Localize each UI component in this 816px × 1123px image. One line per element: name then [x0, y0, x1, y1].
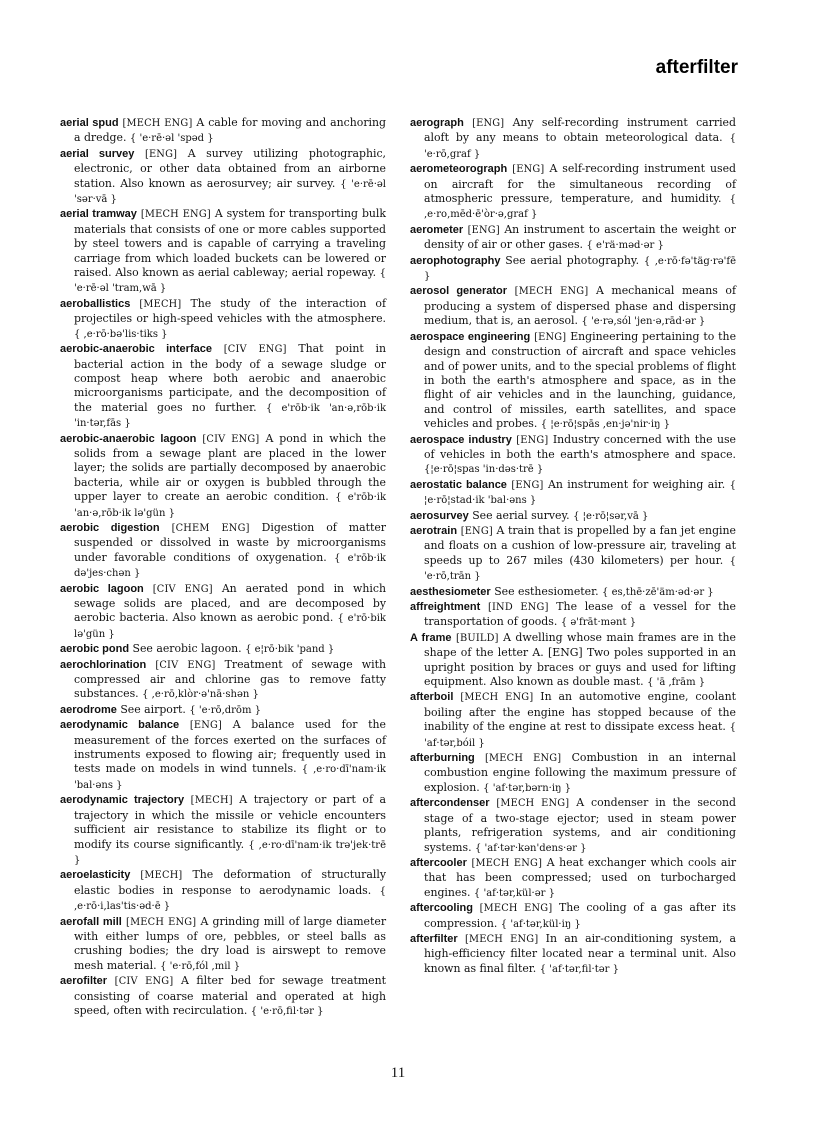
entry-definition: A filter bed for sewage treatment consisting of coarse material and operated at high speed, often with recirculation.	[74, 974, 386, 1017]
entry-pronunciation: { e'rōb·ik 'an·ə,rōb·ik 'in·tər,fās }	[74, 402, 387, 430]
entry-pronunciation: { 'af·tər,fil·tər }	[539, 963, 619, 975]
right-column	[410, 116, 736, 977]
entry-definition: See esthesiometer.	[494, 584, 599, 598]
entry-pronunciation: { e'rä·məd·ər }	[586, 240, 664, 252]
entry-term: aerial survey	[60, 147, 135, 160]
dictionary-entry	[410, 796, 736, 856]
entry-term: aerial tramway	[60, 208, 137, 221]
entry-definition: A heat exchanger which cools air that has been compressed; used on turbocharged engines.	[424, 855, 737, 899]
dictionary-entry	[410, 751, 736, 796]
dictionary-entry	[410, 585, 736, 600]
entry-pronunciation: { 'e·rō,fil·tər }	[250, 1005, 324, 1017]
dictionary-entry	[60, 116, 386, 147]
entry-term: aerobic lagoon	[60, 582, 144, 595]
dictionary-entry	[410, 433, 736, 478]
dictionary-entry	[410, 600, 736, 631]
entry-definition: The cooling of a gas after its compression.	[424, 901, 737, 930]
dictionary-entry	[60, 147, 386, 208]
dictionary-entry	[60, 658, 386, 703]
entry-pronunciation: { ,e·ro·dī'nam·ik trə'jek·trē }	[74, 839, 387, 866]
entry-definition: A self-recording instrument used on aircraft for the simultaneous recording of atmospheric pressure, temperature, and humidity.	[424, 162, 736, 206]
dictionary-entry	[410, 631, 736, 691]
entry-pronunciation: { ,e·ro·dī'nam·ik 'bal·əns }	[74, 764, 386, 791]
entry-field-label: [ENG]	[511, 479, 544, 491]
entry-field-label: [ENG]	[144, 148, 178, 160]
entry-pronunciation: { 'e·rō,drōm }	[189, 704, 261, 716]
entry-definition: A survey utilizing photographic, electronic, or other data obtained from an airborne station. Also known as aerosurvey; air survey.	[74, 146, 387, 190]
entry-pronunciation: { 'af·tər,bərn·iŋ }	[483, 782, 571, 794]
entry-term: aerobic digestion	[60, 521, 160, 534]
entry-definition: A cable for moving and anchoring a dredge.	[74, 116, 387, 145]
entry-term: aerostatic balance	[410, 478, 507, 491]
entry-field-label: [MECH ENG]	[496, 798, 570, 810]
entry-term: aerochlorination	[60, 658, 147, 671]
entry-term: aerofall mill	[60, 915, 122, 928]
entry-field-label: [MECH ENG]	[514, 286, 589, 298]
left-column	[60, 116, 386, 1019]
entry-definition: The lease of a vessel for the transportation of goods.	[424, 600, 736, 629]
dictionary-entry	[60, 207, 386, 296]
entry-field-label: [ENG]	[516, 434, 549, 446]
entry-field-label: [MECH ENG]	[126, 916, 197, 928]
dictionary-entry	[60, 582, 386, 643]
entry-definition: In an automotive engine, coolant boiling after the engine has stopped because of the inability of the engine at rest to dissipate excess heat.	[424, 690, 737, 734]
entry-field-label: [ENG]	[534, 331, 567, 343]
entry-term: aerobic-anaerobic lagoon	[60, 432, 197, 445]
entry-term: aeroballistics	[60, 297, 131, 310]
guide-word: afterfilter	[655, 57, 738, 78]
entry-field-label: [MECH ENG]	[122, 118, 193, 129]
entry-pronunciation: { 'e·rō,fól ,mil }	[160, 960, 241, 972]
entry-pronunciation: { e'rō·bik lə'gün }	[74, 613, 386, 640]
entry-term: aerospace engineering	[410, 330, 531, 343]
entry-field-label: [BUILD]	[455, 632, 499, 644]
entry-field-label: [CIV ENG]	[223, 344, 287, 356]
entry-definition: Any self-recording instrument carried aloft by any means to obtain meteorological data.	[424, 116, 736, 145]
entry-definition: A dwelling whose main frames are in the shape of the letter A. [ENG] Two poles supported in an upright position by braces or guys and used for lifting equipment. Also known as double mast.	[424, 630, 736, 689]
entry-pronunciation: { e'rōb·ik də'jes·chən }	[74, 552, 386, 580]
dictionary-entry	[410, 284, 736, 329]
dictionary-entry	[60, 521, 386, 582]
entry-pronunciation: { 'e·rē·əl 'spəd }	[129, 133, 214, 145]
entry-term: aerometer	[410, 223, 464, 236]
entry-pronunciation: { ¦e·rō¦sər,vā }	[573, 510, 649, 522]
entry-term: aerometeorograph	[410, 163, 508, 176]
entry-definition: An aerated pond in which sewage solids are placed, and are decomposed by aerobic bacteria. Also known as aerobic pond.	[74, 581, 386, 625]
entry-definition: A balance used for the measurement of the forces exerted on the surfaces of instruments exposed to flowing air; frequently used in tests made on models in wind tunnels.	[74, 718, 387, 776]
entry-pronunciation: { 'af·tər,kül·iŋ }	[500, 918, 581, 930]
entry-definition: An instrument for weighing air.	[547, 477, 726, 491]
entry-pronunciation: { ¦e·rō¦spās ,en·jə'nir·iŋ }	[540, 419, 671, 431]
entry-definition: A system for transporting bulk materials that consists of one or more cables supported by steel towers and is capable of carrying a traveling carriage from which loaded buckets can be lowered or raised. Also known as aerial cableway; aerial ropeway.	[74, 207, 387, 280]
dictionary-entry	[60, 718, 386, 793]
entry-pronunciation: { ,e·rō·fə'täg·rə'fē }	[424, 255, 736, 283]
entry-pronunciation: { ,e·ro,mēd·ē'òr·ə,graf }	[424, 194, 736, 221]
entry-pronunciation: { 'af·tər·kən'dens·ər }	[475, 842, 587, 854]
entry-pronunciation: { ə'frāt·mənt }	[560, 617, 637, 629]
entry-pronunciation: { ,e·rō·bə'lis·tiks }	[74, 328, 168, 340]
entry-definition: A grinding mill of large diameter with either lumps of ore, pebbles, or steel balls as crushing bodies; the dry load is airswept to remove mesh material.	[74, 914, 387, 972]
entry-term: aerodynamic trajectory	[60, 794, 185, 807]
entry-term: aerobic-anaerobic interface	[60, 343, 212, 356]
entry-definition: Combustion in an internal combustion engine following the maximum pressure of explosion.	[424, 751, 736, 794]
entry-pronunciation: { e'rōb·ik 'an·ə,rōb·ik lə'gün }	[74, 492, 387, 519]
page-number: 11	[390, 1065, 406, 1081]
entry-term: afterburning	[410, 752, 475, 765]
entry-definition: Treatment of sewage with compressed air and chlorine gas to remove fatty substances.	[74, 657, 386, 701]
entry-field-label: [ENG]	[460, 525, 493, 537]
entry-field-label: [ENG]	[189, 720, 223, 732]
entry-term: aerotrain	[410, 524, 458, 537]
entry-field-label: [MECH]	[190, 795, 233, 807]
dictionary-entry	[410, 856, 736, 901]
dictionary-entry	[60, 868, 386, 914]
entry-term: aerosurvey	[410, 509, 469, 522]
entry-field-label: [CIV ENG]	[202, 433, 260, 445]
dictionary-entry	[60, 974, 386, 1019]
entry-field-label: [MECH ENG]	[140, 209, 211, 221]
entry-term: aesthesiometer	[410, 585, 491, 598]
entry-term: afterboil	[410, 691, 454, 704]
entry-definition: Engineering pertaining to the design and construction of aircraft and space vehicles and of power units, and to the special problems of flight in both the earth's atmosphere and space, as in the flight of air vehicles and in the launching, guidance, and control of missiles, earth satellites, and space vehicles and probes.	[424, 329, 737, 431]
entry-definition: A condenser in the second stage of a two-stage ejector; used in steam power plants, refrigeration systems, and air conditioning systems.	[424, 796, 737, 854]
entry-term: aftercondenser	[410, 797, 490, 810]
entry-term: aerodynamic balance	[60, 719, 180, 732]
entry-pronunciation: { 'af·tər,bóil }	[424, 722, 736, 749]
entry-pronunciation: { e¦rō·bik 'pand }	[245, 644, 335, 656]
entry-term: aeroelasticity	[60, 869, 131, 882]
entry-definition: A train that is propelled by a fan jet engine and floats on a cushion of low-pressure air, traveling at speeds up to 267 miles (430 kilometers) per hour.	[424, 523, 736, 567]
entry-term: aftercooler	[410, 856, 467, 869]
entry-term: affreightment	[410, 601, 481, 613]
dictionary-entry	[410, 509, 736, 524]
entry-field-label: [MECH ENG]	[460, 692, 534, 704]
entry-pronunciation: { 'ā ,frām }	[647, 677, 706, 689]
entry-term: A frame	[410, 631, 452, 644]
entry-pronunciation: { 'e·rō,trān }	[424, 555, 736, 583]
entry-term: aerospace industry	[410, 433, 512, 446]
entry-field-label: [ENG]	[467, 224, 500, 236]
entry-term: aerofilter	[60, 975, 108, 988]
entry-field-label: [IND ENG]	[487, 602, 549, 613]
entry-pronunciation: { 'af·tər,kül·ər }	[473, 887, 555, 899]
entry-field-label: [CIV ENG]	[152, 583, 213, 595]
dictionary-entry	[60, 642, 386, 657]
entry-definition: See airport.	[120, 702, 186, 716]
dictionary-entry	[60, 432, 386, 521]
entry-term: afterfilter	[410, 932, 458, 945]
entry-definition: A pond in which the solids from a sewage plant are placed in the lower layer; the solids are partially decomposed by anaerobic bacteria, while air or oxygen is bubbled through the upper layer to create an aerobic condition.	[74, 431, 386, 504]
dictionary-entry	[410, 478, 736, 509]
entry-term: aerial spud	[60, 117, 119, 129]
entry-term: aerodrome	[60, 703, 117, 716]
dictionary-entry	[410, 254, 736, 285]
dictionary-entry	[60, 342, 386, 431]
entry-pronunciation: { 'e·rē·əl 'tram,wā }	[74, 268, 386, 295]
entry-definition: The study of the interaction of projectiles or high-speed vehicles with the atmosphere.	[74, 296, 386, 326]
entry-field-label: [MECH]	[139, 298, 182, 310]
entry-term: aerosol generator	[410, 285, 508, 298]
entry-field-label: [CIV ENG]	[155, 659, 216, 671]
dictionary-entry	[410, 932, 736, 977]
entry-definition: That point in bacterial action in the body of a sewage sludge or compost heap where both aerobic and anaerobic microorganisms participate, and the decomposition of the material goes no further.	[74, 342, 386, 414]
entry-field-label: [ENG]	[472, 118, 505, 129]
entry-definition: A mechanical means of producing a system of dispersed phase and dispersing medium, that is, an aerosol.	[424, 284, 737, 328]
entry-field-label: [CHEM ENG]	[171, 522, 250, 534]
entry-field-label: [MECH]	[140, 870, 183, 882]
entry-field-label: [ENG]	[512, 164, 545, 176]
dictionary-entry	[60, 297, 386, 342]
dictionary-entry	[60, 793, 386, 868]
dictionary-entry	[410, 116, 736, 162]
entry-term: aerobic pond	[60, 643, 130, 656]
entry-term: aerograph	[410, 117, 464, 129]
dictionary-entry	[60, 915, 386, 975]
entry-pronunciation: { ,e·rō·i,las'tis·əd·ē }	[74, 885, 386, 913]
dictionary-entry	[410, 162, 736, 223]
entry-pronunciation: { ,e·rō,klòr·ə'nā·shən }	[142, 689, 259, 701]
entry-definition: An instrument to ascertain the weight or density of air or other gases.	[424, 222, 737, 252]
entry-definition: See aerial photography.	[505, 253, 640, 267]
entry-pronunciation: { 'e·rə,sól 'jen·ə,rād·ər }	[581, 316, 706, 328]
entry-pronunciation: {¦e·rō¦spas 'in·dəs·trē }	[424, 464, 544, 476]
entry-pronunciation: { 'e·rō,graf }	[424, 133, 736, 160]
entry-definition: See aerobic lagoon.	[132, 642, 242, 656]
entry-definition: Industry concerned with the use of vehicles in both the earth's atmosphere and space.	[424, 432, 737, 461]
dictionary-entry	[410, 223, 736, 254]
entry-definition: In an air-conditioning system, a high-efficiency filter located near a terminal unit. Also known as final filter.	[424, 931, 736, 975]
dictionary-entry	[410, 690, 736, 751]
entry-definition: See aerial survey.	[472, 508, 570, 522]
dictionary-entry	[60, 703, 386, 718]
entry-pronunciation: { es,thē·zē'äm·əd·ər }	[602, 586, 714, 598]
dictionary-entry	[410, 330, 736, 433]
dictionary-entry	[410, 901, 736, 932]
entry-pronunciation: { 'e·rē·əl 'sər·vā }	[74, 178, 386, 206]
entry-definition: A trajectory or part of a trajectory in which the missile or vehicle encounters sufficient air resistance to stabilize its flight or to modify its course significantly.	[74, 793, 387, 851]
entry-pronunciation: { ¦e·rō¦stad·ik 'bal·əns }	[424, 479, 736, 507]
entry-definition: The deformation of structurally elastic bodies in response to aerodynamic loads.	[74, 868, 386, 897]
entry-term: aerophotography	[410, 254, 501, 267]
entry-definition: Digestion of matter suspended or dissolved in waste by microorganisms under favorable conditions of oxygenation.	[74, 520, 387, 564]
entry-field-label: [CIV ENG]	[114, 976, 174, 988]
entry-field-label: [MECH ENG]	[464, 933, 539, 945]
entry-field-label: [MECH ENG]	[485, 753, 562, 765]
entry-term: aftercooling	[410, 902, 473, 915]
dictionary-entry	[410, 524, 736, 585]
entry-field-label: [MECH ENG]	[479, 903, 553, 915]
entry-field-label: [MECH ENG]	[471, 857, 543, 869]
